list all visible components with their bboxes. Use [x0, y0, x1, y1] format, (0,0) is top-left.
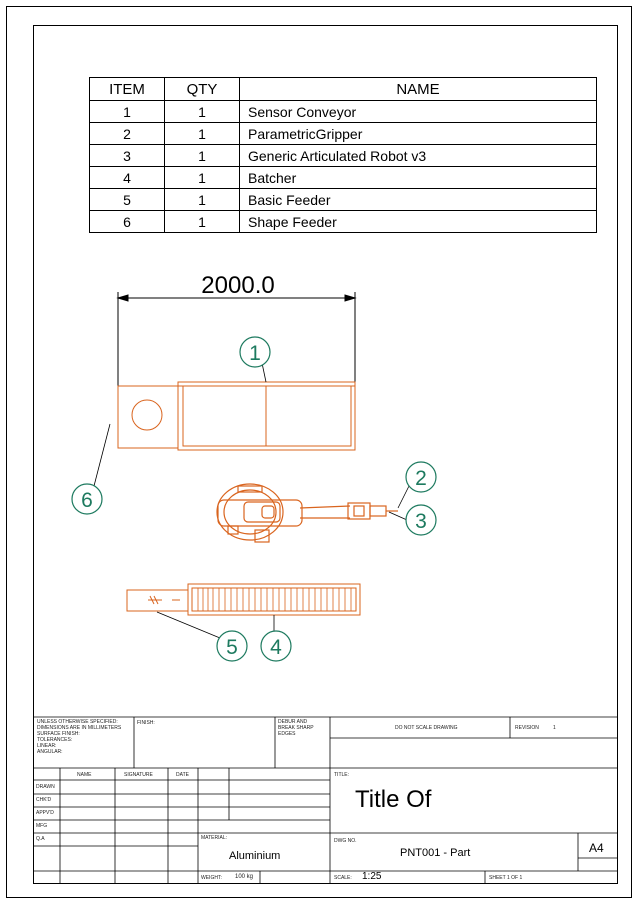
- bom-header-item: ITEM: [90, 78, 165, 101]
- balloon-label: 3: [415, 510, 427, 533]
- dimension-value: 2000.0: [201, 272, 275, 299]
- bom-qty: 1: [165, 123, 240, 145]
- batcher-part: [188, 584, 360, 615]
- finish-label: FINISH:: [137, 720, 155, 726]
- deburr-line: EDGES: [278, 731, 296, 737]
- dwg-label: DWG NO.: [334, 838, 357, 844]
- bom-name: ParametricGripper: [240, 123, 597, 145]
- bom-name: Sensor Conveyor: [240, 101, 597, 123]
- sensor-conveyor-part: [178, 382, 355, 450]
- weight-label: WEIGHT:: [201, 875, 222, 881]
- balloon-1: [240, 337, 270, 367]
- bom-header-qty: QTY: [165, 78, 240, 101]
- bom-item: 4: [90, 167, 165, 189]
- title-label: TITLE:: [334, 772, 350, 778]
- balloon-6: [72, 484, 102, 514]
- note-line: ANGULAR:: [37, 749, 63, 755]
- balloon-5: [217, 631, 247, 661]
- note-line: LINEAR:: [37, 743, 57, 749]
- articulated-robot-part: [217, 484, 398, 542]
- basic-feeder-part: [127, 590, 188, 611]
- balloon-4: [261, 631, 291, 661]
- balloon-label: 1: [249, 342, 261, 365]
- row-qa: Q.A: [36, 836, 45, 842]
- sheet-size: A4: [589, 841, 604, 855]
- row-mfg: MFG: [36, 823, 48, 829]
- weight-value: 100 kg: [235, 874, 254, 880]
- scale-label: SCALE:: [334, 875, 352, 881]
- balloon-label: 4: [270, 636, 282, 659]
- balloon-3: [406, 505, 436, 535]
- revision-label: REVISION: [515, 725, 539, 731]
- bom-qty: 1: [165, 145, 240, 167]
- balloon-label: 6: [81, 489, 93, 512]
- bom-name: Shape Feeder: [240, 211, 597, 233]
- note-line: DIMENSIONS ARE IN MILLIMETERS: [37, 725, 122, 731]
- material-label: MATERIAL:: [201, 835, 228, 841]
- row-approved: APPV'D: [36, 810, 54, 816]
- title-block-notes: [37, 719, 121, 755]
- balloon-label: 5: [226, 636, 238, 659]
- bom-item: 6: [90, 211, 165, 233]
- column-date: DATE: [176, 772, 189, 778]
- drawing-title: Title Of: [355, 786, 432, 813]
- bom-item: 2: [90, 123, 165, 145]
- bom-qty: 1: [165, 189, 240, 211]
- deburr-line: BREAK SHARP: [278, 725, 314, 731]
- bom-qty: 1: [165, 101, 240, 123]
- deburr-note: [278, 719, 314, 737]
- bom-item: 3: [90, 145, 165, 167]
- note-line: UNLESS OTHERWISE SPECIFIED:: [37, 719, 118, 725]
- bom-name: Generic Articulated Robot v3: [240, 145, 597, 167]
- row-checked: CHK'D: [36, 797, 52, 803]
- material-value: Aluminium: [229, 850, 281, 862]
- bom-qty: 1: [165, 167, 240, 189]
- do-not-scale-note: DO NOT SCALE DRAWING: [395, 725, 458, 731]
- dwg-number: PNT001 - Part: [400, 847, 471, 859]
- shape-feeder-part: [118, 386, 178, 448]
- bom-name: Basic Feeder: [240, 189, 597, 211]
- balloon-label: 2: [415, 467, 427, 490]
- note-line: SURFACE FINISH:: [37, 731, 80, 737]
- column-signature: SIGNATURE: [124, 772, 153, 778]
- column-name: NAME: [77, 772, 92, 778]
- balloon-2: [406, 462, 436, 492]
- dimension-annotation: [118, 292, 355, 386]
- note-line: TOLERANCES:: [37, 737, 73, 743]
- bom-name: Batcher: [240, 167, 597, 189]
- revision-value: 1: [553, 725, 556, 731]
- sheet-count: SHEET 1 OF 1: [489, 875, 523, 881]
- row-drawn: DRAWN: [36, 784, 55, 790]
- bom-item: 1: [90, 101, 165, 123]
- bom-qty: 1: [165, 211, 240, 233]
- scale-value: 1:25: [362, 871, 382, 882]
- deburr-line: DEBUR AND: [278, 719, 308, 725]
- bom-header-name: NAME: [240, 78, 597, 101]
- bom-item: 5: [90, 189, 165, 211]
